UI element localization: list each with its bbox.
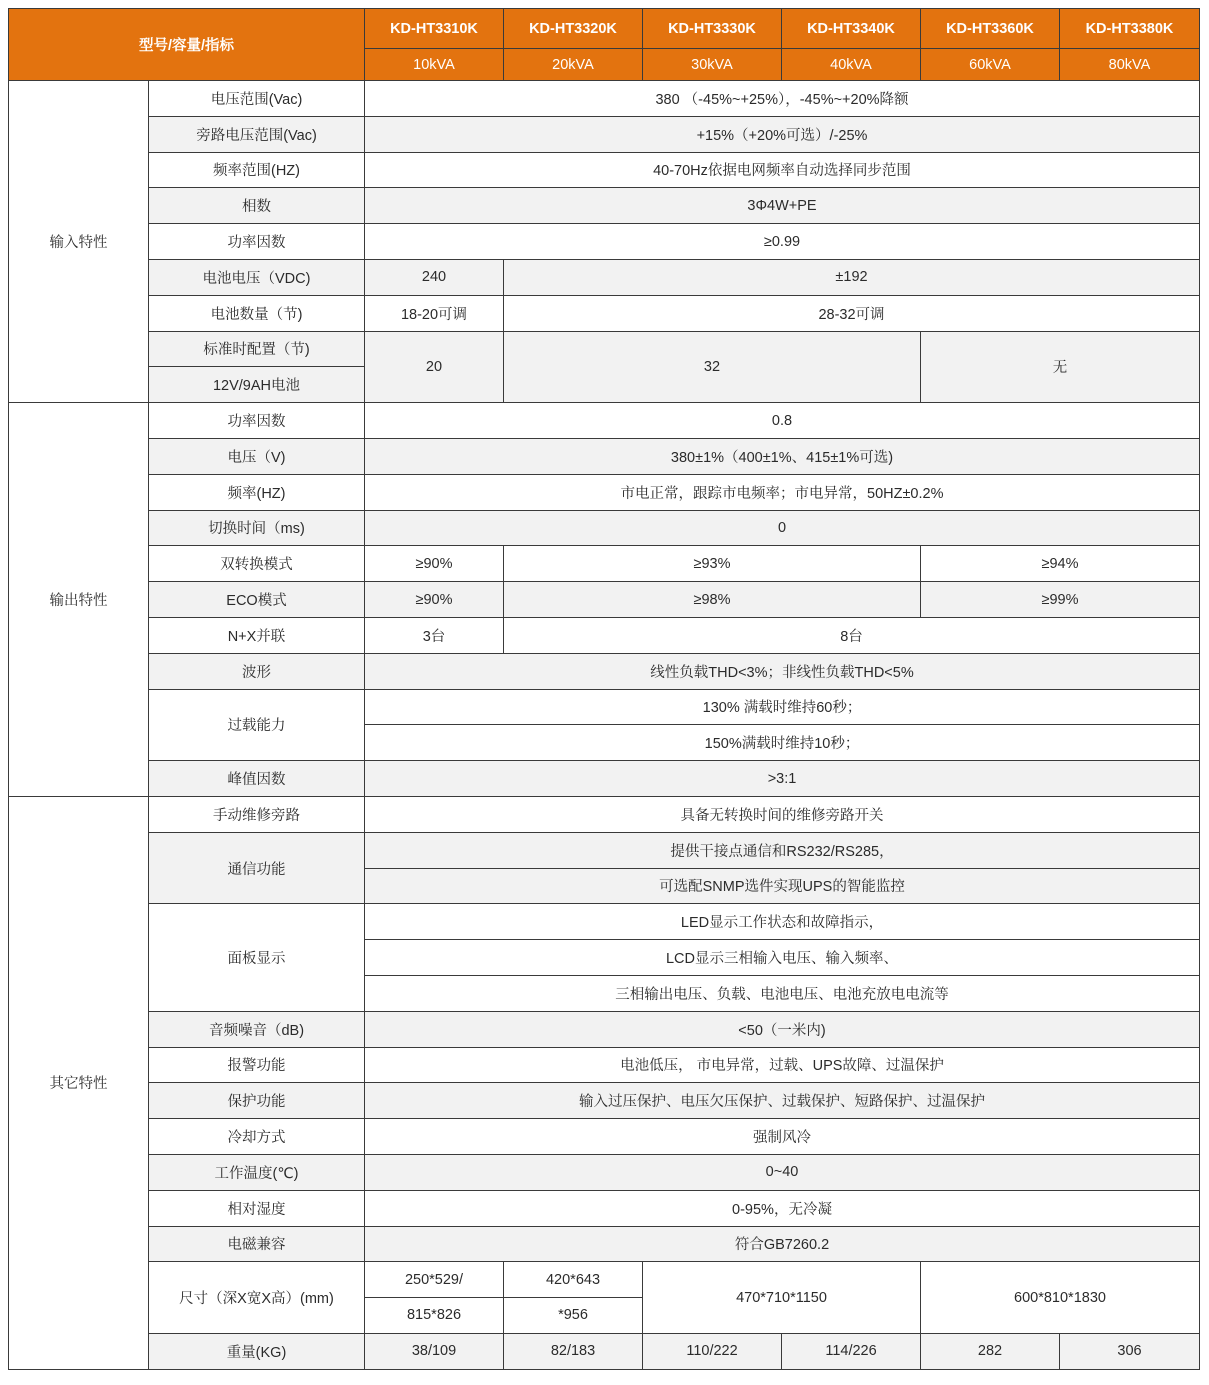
value-emc: 符合GB7260.2 <box>365 1226 1200 1262</box>
value-alarm: 电池低压， 市电异常，过载、UPS故障、过温保护 <box>365 1047 1200 1083</box>
value-double-conversion-10k: ≥90% <box>365 546 504 582</box>
model-10k: KD-HT3310K <box>365 9 504 49</box>
capacity-10k: 10kVA <box>365 49 504 81</box>
value-bypass-range: +15%（+20%可选）/-25% <box>365 116 1200 152</box>
row-label-standard-config: 标准时配置（节) <box>149 331 365 367</box>
value-weight-80k: 306 <box>1060 1333 1200 1369</box>
row-label-dimensions: 尺寸（深X宽X高）(mm) <box>149 1262 365 1334</box>
value-eco-mode-60-80k: ≥99% <box>921 582 1200 618</box>
value-dimensions-20k-b: *956 <box>504 1298 643 1334</box>
row-label-cooling: 冷却方式 <box>149 1119 365 1155</box>
value-dimensions-60-80k: 600*810*1830 <box>921 1262 1200 1334</box>
value-manual-bypass: 具备无转换时间的维修旁路开关 <box>365 796 1200 832</box>
value-eco-mode-10k: ≥90% <box>365 582 504 618</box>
value-battery-voltage-rest: ±192 <box>504 259 1200 295</box>
capacity-40k: 40kVA <box>782 49 921 81</box>
row-label-humidity: 相对湿度 <box>149 1190 365 1226</box>
value-panel-display-line2: LCD显示三相输入电压、输入频率、 <box>365 940 1200 976</box>
model-40k: KD-HT3340K <box>782 9 921 49</box>
value-panel-display-line3: 三相输出电压、负载、电池电压、电池充放电电流等 <box>365 975 1200 1011</box>
value-dimensions-30-40k: 470*710*1150 <box>643 1262 921 1334</box>
capacity-80k: 80kVA <box>1060 49 1200 81</box>
row-label-eco-mode: ECO模式 <box>149 582 365 618</box>
row-label-protection: 保护功能 <box>149 1083 365 1119</box>
row-label-waveform: 波形 <box>149 653 365 689</box>
row-label-battery-count: 电池数量（节) <box>149 295 365 331</box>
row-label-temperature: 工作温度(℃) <box>149 1154 365 1190</box>
value-transfer-time: 0 <box>365 510 1200 546</box>
value-panel-display-line1: LED显示工作状态和故障指示， <box>365 904 1200 940</box>
row-label-overload: 过载能力 <box>149 689 365 761</box>
value-communication-line2: 可选配SNMP选件实现UPS的智能监控 <box>365 868 1200 904</box>
row-label-voltage-range: 电压范围(Vac) <box>149 81 365 117</box>
model-80k: KD-HT3380K <box>1060 9 1200 49</box>
value-freq-range: 40-70Hz依据电网频率自动选择同步范围 <box>365 152 1200 188</box>
value-humidity: 0-95%，无冷凝 <box>365 1190 1200 1226</box>
value-output-pf: 0.8 <box>365 403 1200 439</box>
row-label-bypass-range: 旁路电压范围(Vac) <box>149 116 365 152</box>
row-label-double-conversion: 双转换模式 <box>149 546 365 582</box>
value-overload-line1: 130% 满载时维持60秒； <box>365 689 1200 725</box>
value-double-conversion-60-80k: ≥94% <box>921 546 1200 582</box>
value-cooling: 强制风冷 <box>365 1119 1200 1155</box>
value-voltage-range: 380 （-45%~+25%），-45%~+20%降额 <box>365 81 1200 117</box>
value-weight-40k: 114/226 <box>782 1333 921 1369</box>
category-input: 输入特性 <box>9 81 149 403</box>
value-weight-60k: 282 <box>921 1333 1060 1369</box>
category-output: 输出特性 <box>9 403 149 797</box>
row-label-transfer-time: 切换时间（ms) <box>149 510 365 546</box>
row-label-manual-bypass: 手动维修旁路 <box>149 796 365 832</box>
row-label-alarm: 报警功能 <box>149 1047 365 1083</box>
value-weight-30k: 110/222 <box>643 1333 782 1369</box>
value-standard-config-60-80k: 无 <box>921 331 1200 403</box>
value-battery-voltage-10k: 240 <box>365 259 504 295</box>
value-parallel-10k: 3台 <box>365 617 504 653</box>
value-battery-count-rest: 28-32可调 <box>504 295 1200 331</box>
row-label-parallel: N+X并联 <box>149 617 365 653</box>
row-label-battery-voltage: 电池电压（VDC) <box>149 259 365 295</box>
value-protection: 输入过压保护、电压欠压保护、过载保护、短路保护、过温保护 <box>365 1083 1200 1119</box>
value-standard-config-10k: 20 <box>365 331 504 403</box>
value-weight-10k: 38/109 <box>365 1333 504 1369</box>
row-label-communication: 通信功能 <box>149 832 365 904</box>
value-double-conversion-20-40k: ≥93% <box>504 546 921 582</box>
header-corner: 型号/容量/指标 <box>9 9 365 81</box>
row-label-battery-spec: 12V/9AH电池 <box>149 367 365 403</box>
value-parallel-rest: 8台 <box>504 617 1200 653</box>
value-input-pf: ≥0.99 <box>365 224 1200 260</box>
value-overload-line2: 150%满载时维持10秒； <box>365 725 1200 761</box>
row-label-freq-range: 频率范围(HZ) <box>149 152 365 188</box>
value-temperature: 0~40 <box>365 1154 1200 1190</box>
value-battery-count-10k: 18-20可调 <box>365 295 504 331</box>
category-other: 其它特性 <box>9 796 149 1369</box>
value-noise: <50（一米内) <box>365 1011 1200 1047</box>
capacity-30k: 30kVA <box>643 49 782 81</box>
row-label-output-pf: 功率因数 <box>149 403 365 439</box>
value-output-voltage: 380±1%（400±1%、415±1%可选) <box>365 438 1200 474</box>
value-eco-mode-20-40k: ≥98% <box>504 582 921 618</box>
model-30k: KD-HT3330K <box>643 9 782 49</box>
value-standard-config-20-40k: 32 <box>504 331 921 403</box>
value-phases: 3Φ4W+PE <box>365 188 1200 224</box>
ups-spec-table <box>8 8 1200 1370</box>
value-dimensions-10k-b: 815*826 <box>365 1298 504 1334</box>
row-label-emc: 电磁兼容 <box>149 1226 365 1262</box>
row-label-output-voltage: 电压（V) <box>149 438 365 474</box>
value-waveform: 线性负载THD<3%；非线性负载THD<5% <box>365 653 1200 689</box>
model-20k: KD-HT3320K <box>504 9 643 49</box>
value-communication-line1: 提供干接点通信和RS232/RS285， <box>365 832 1200 868</box>
row-label-noise: 音频噪音（dB) <box>149 1011 365 1047</box>
value-weight-20k: 82/183 <box>504 1333 643 1369</box>
row-label-input-pf: 功率因数 <box>149 224 365 260</box>
value-crest-factor: >3:1 <box>365 761 1200 797</box>
value-dimensions-10k-a: 250*529/ <box>365 1262 504 1298</box>
capacity-60k: 60kVA <box>921 49 1060 81</box>
row-label-crest-factor: 峰值因数 <box>149 761 365 797</box>
row-label-output-frequency: 频率(HZ) <box>149 474 365 510</box>
value-dimensions-20k-a: 420*643 <box>504 1262 643 1298</box>
model-60k: KD-HT3360K <box>921 9 1060 49</box>
capacity-20k: 20kVA <box>504 49 643 81</box>
value-output-frequency: 市电正常，跟踪市电频率；市电异常，50HZ±0.2% <box>365 474 1200 510</box>
row-label-weight: 重量(KG) <box>149 1333 365 1369</box>
row-label-phases: 相数 <box>149 188 365 224</box>
row-label-panel-display: 面板显示 <box>149 904 365 1011</box>
